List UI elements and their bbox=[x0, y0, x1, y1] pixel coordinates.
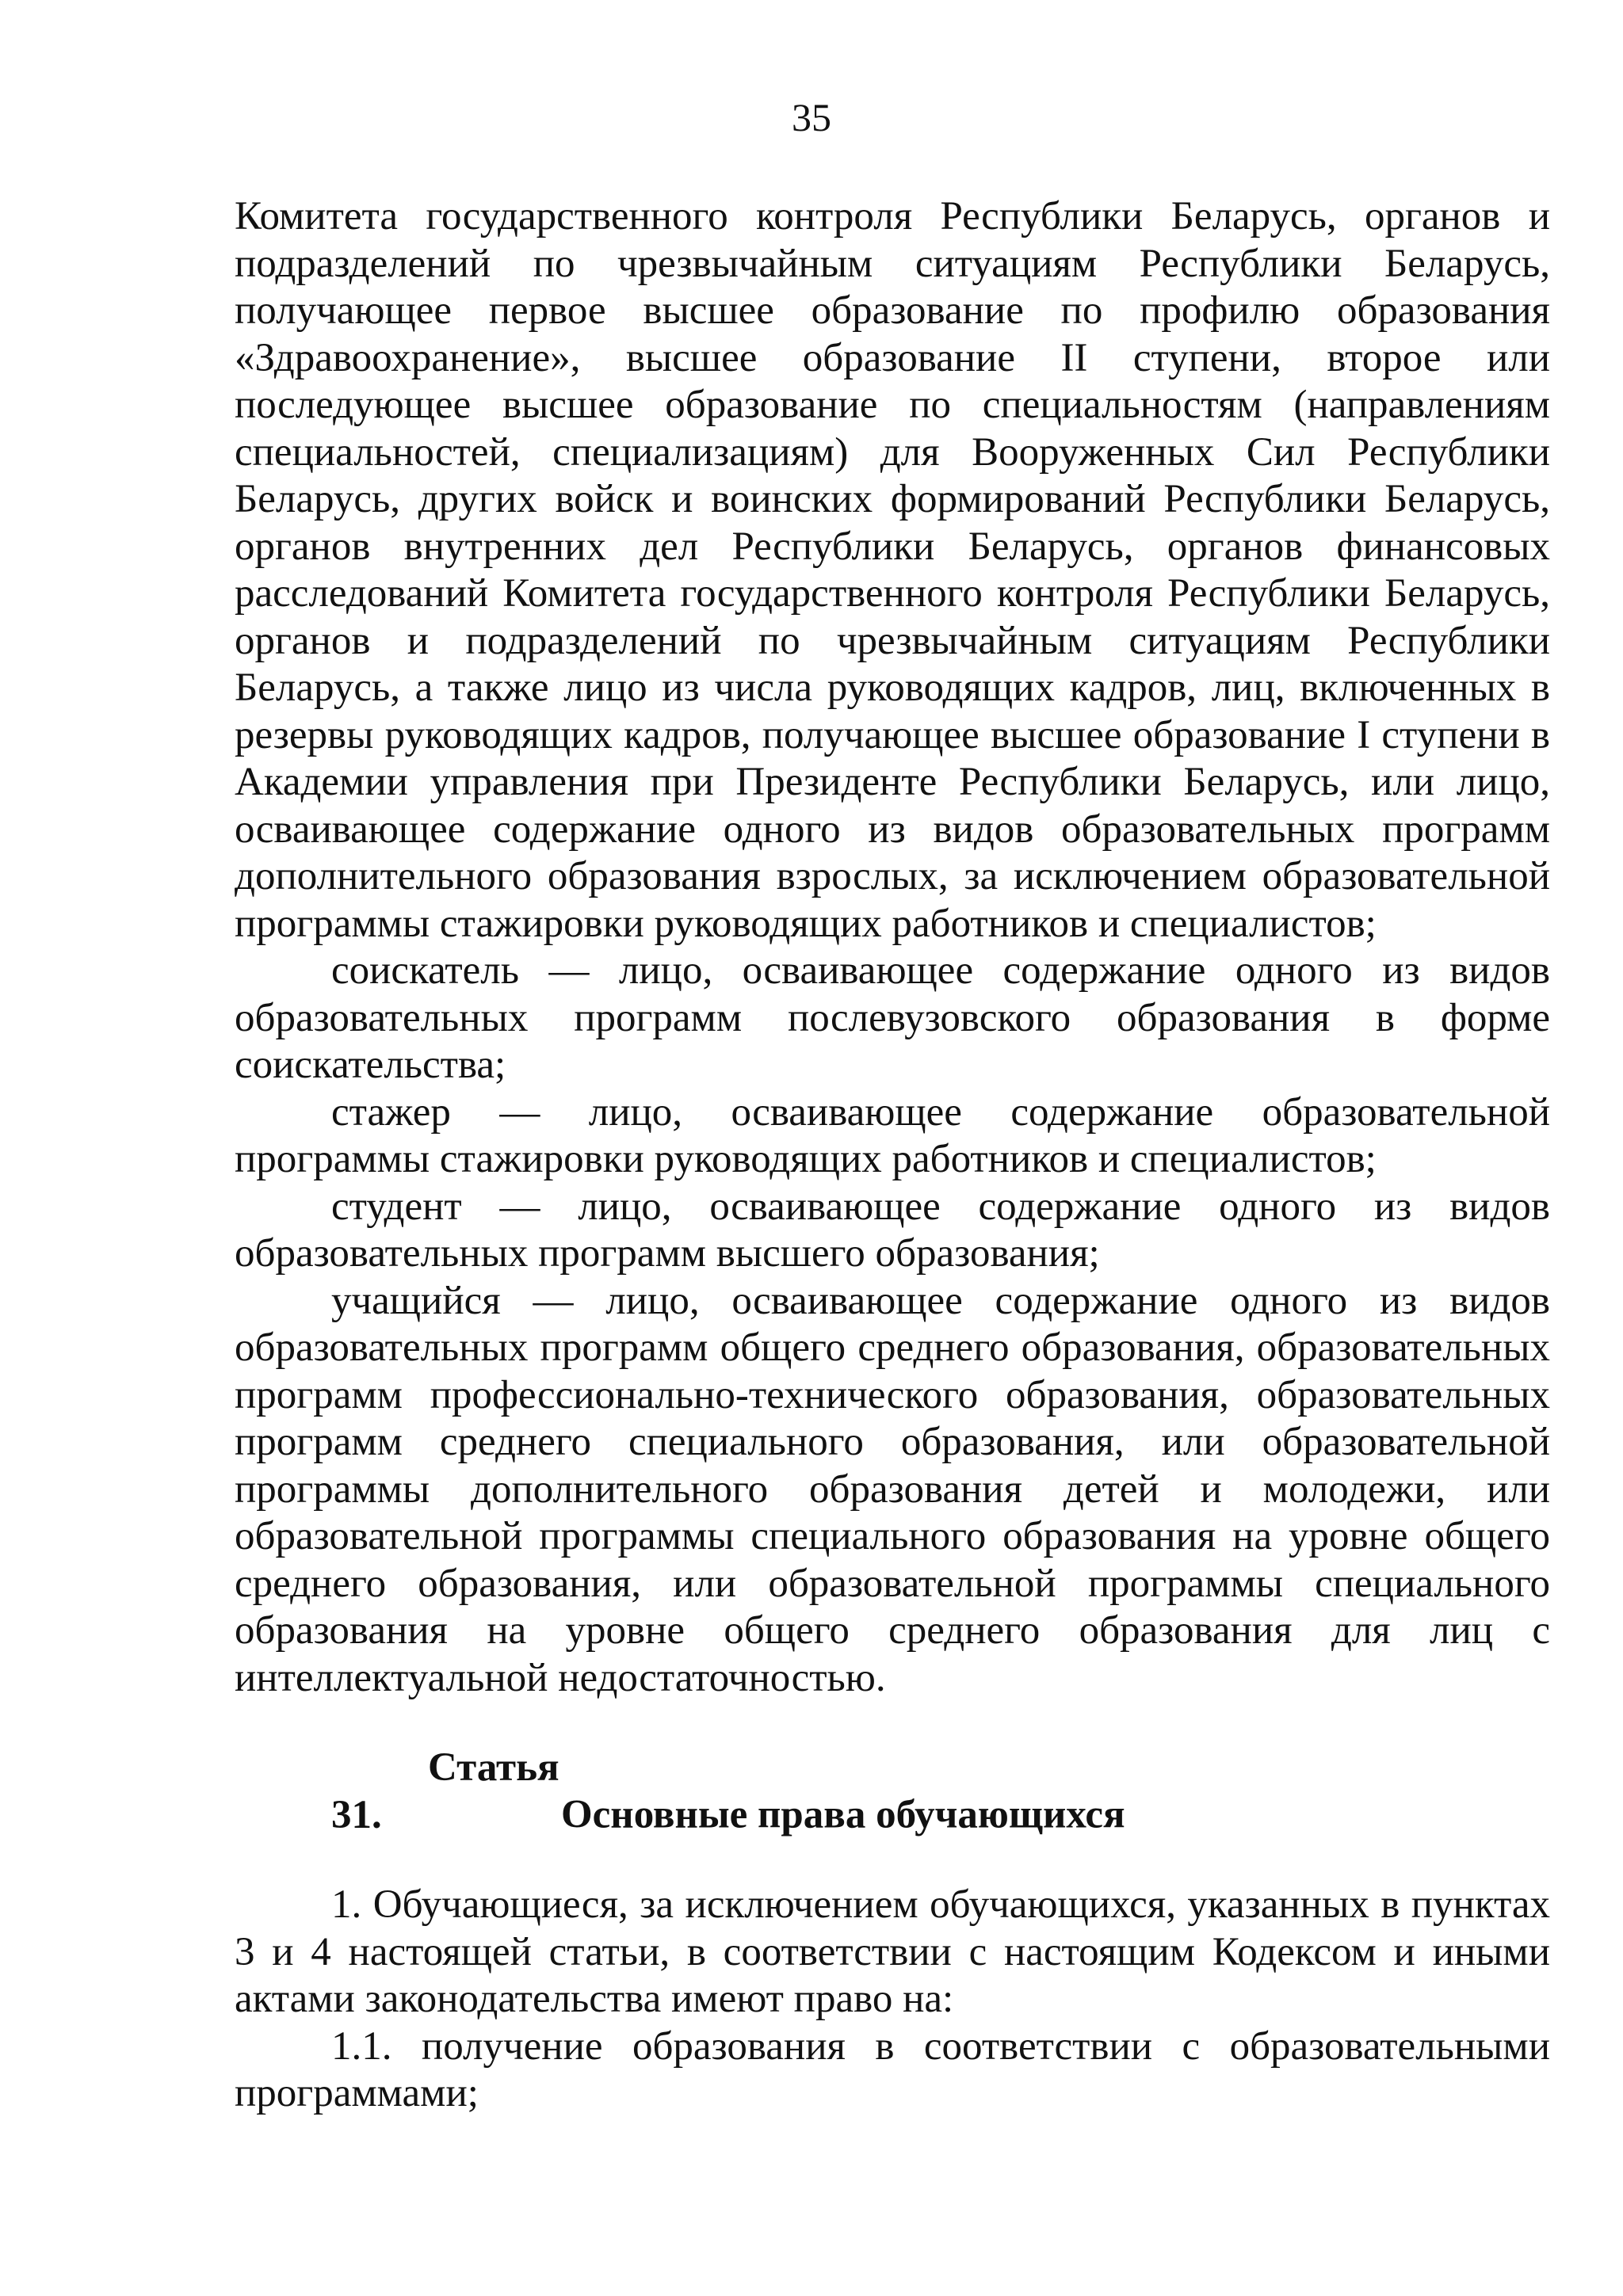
paragraph-uchashchiysya: учащийся — лицо, осваивающее содержание одного из видов образовательных программ общего среднего образования, образовательных программ профессионально-технического образования, образовательных программ среднего специального образования, или образовательной программы дополнительного образования детей и молодежи, или образовательной программы специального образования на уровне общего среднего образования, или образовательной программы специального образования на уровне общего среднего образования для лиц с интеллектуальной недостаточностью. bbox=[235, 1278, 1550, 1700]
article-paragraph-1-1: 1.1. получение образования в соответствии с образовательными программами; bbox=[235, 2023, 1550, 2115]
page-number: 35 bbox=[792, 95, 831, 139]
article-number: Статья 31. bbox=[331, 1745, 559, 1837]
paragraph-stazher: стажер — лицо, осваивающее содержание образовательной программы стажировки руководящих работников и специалистов; bbox=[235, 1089, 1550, 1181]
article-paragraph-1: 1. Обучающиеся, за исключением обучающихся, указанных в пунктах 3 и 4 настоящей статьи, в соответствии с настоящим Кодексом и иными актами законодательства имеют право на: bbox=[235, 1882, 1550, 2021]
article-title: Основные права обучающихся bbox=[561, 1792, 1125, 1837]
document-body bbox=[235, 193, 1550, 2118]
article-heading bbox=[235, 1745, 1550, 1839]
paragraph-soiskatel: соискатель — лицо, осваивающее содержание одного из видов образовательных программ послевузовского образования в форме соискательства; bbox=[235, 948, 1550, 1087]
paragraph-continuation: Комитета государственного контроля Республики Беларусь, органов и подразделений по чрезвычайным ситуациям Республики Беларусь, получающее первое высшее образование по профилю образования «Здравоохранение», высшее образование II ступени, второе или последующее высшее образование по специальностям (направлениям специальностей, специализациям) для Вооруженных Сил Республики Беларусь, других войск и воинских формирований Республики Беларусь, органов внутренних дел Республики Беларусь, органов финансовых расследований Комитета государственного контроля Республики Беларусь, органов и подразделений по чрезвычайным ситуациям Республики Беларусь, а также лицо из числа руководящих кадров, лиц, включенных в резервы руководящих кадров, получающее высшее образование I ступени в Академии управления при Президенте Республики Беларусь, или лицо, осваивающее содержание одного из видов образовательных программ дополнительного образования взрослых, за исключением образовательной программы стажировки руководящих работников и специалистов; bbox=[235, 194, 1550, 946]
paragraph-student: студент — лицо, осваивающее содержание одного из видов образовательных программ высшего образования; bbox=[235, 1184, 1550, 1276]
